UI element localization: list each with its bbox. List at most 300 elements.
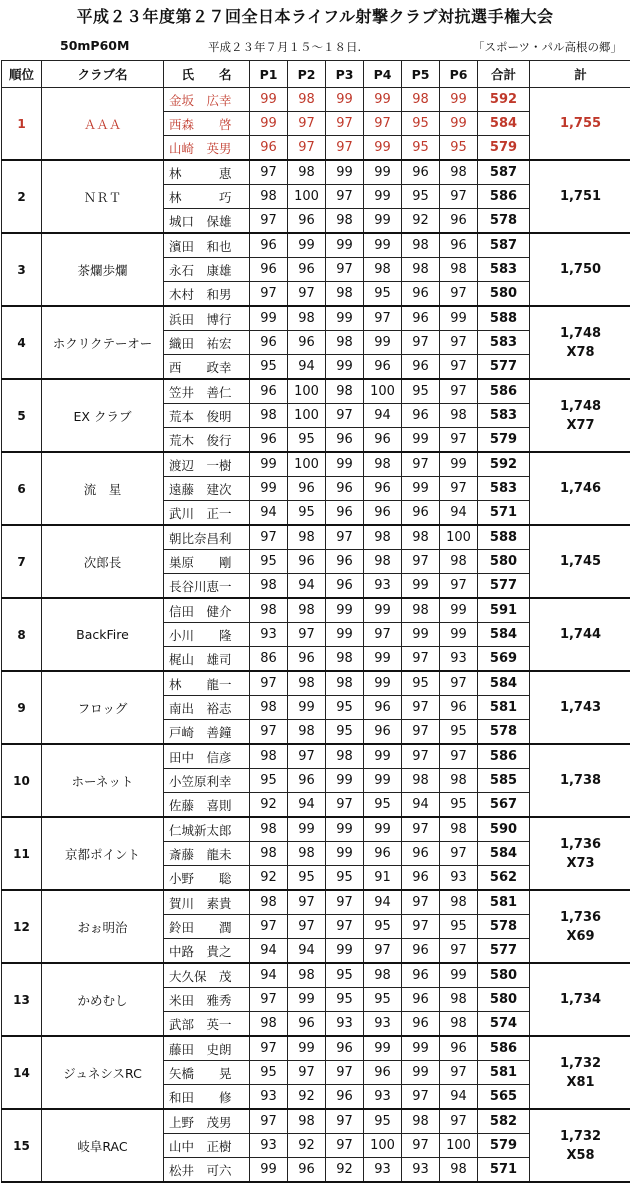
series-score-p3: 99 bbox=[326, 355, 364, 380]
shooter-total: 571 bbox=[478, 1158, 530, 1183]
shooter-name: 林 恵 bbox=[164, 160, 250, 185]
series-score-p5: 94 bbox=[402, 793, 440, 818]
shooter-total: 571 bbox=[478, 501, 530, 526]
series-score-p1: 93 bbox=[250, 1085, 288, 1110]
series-score-p2: 96 bbox=[288, 477, 326, 501]
shooter-total: 578 bbox=[478, 209, 530, 234]
series-score-p5: 96 bbox=[402, 306, 440, 331]
series-score-p4: 100 bbox=[364, 1134, 402, 1158]
shooter-total: 587 bbox=[478, 233, 530, 258]
shooter-total: 588 bbox=[478, 525, 530, 550]
event-date: 平成２３年７月１５～１８日. bbox=[208, 39, 361, 55]
series-score-p2: 97 bbox=[288, 282, 326, 307]
series-score-p5: 98 bbox=[402, 525, 440, 550]
series-score-p1: 97 bbox=[250, 915, 288, 939]
shooter-total: 590 bbox=[478, 817, 530, 842]
series-score-p6: 97 bbox=[440, 355, 478, 380]
event-label: 50mP60M bbox=[60, 38, 129, 53]
table-row bbox=[2, 452, 630, 477]
series-score-p4: 95 bbox=[364, 793, 402, 818]
series-score-p6: 93 bbox=[440, 866, 478, 891]
team-x-count: X73 bbox=[530, 854, 630, 873]
shooter-name: 信田 健介 bbox=[164, 598, 250, 623]
series-score-p5: 97 bbox=[402, 1085, 440, 1110]
team-total: 1,736 bbox=[530, 835, 630, 854]
column-header-total: 合計 bbox=[478, 61, 530, 88]
series-score-p4: 98 bbox=[364, 525, 402, 550]
series-score-p1: 99 bbox=[250, 1158, 288, 1183]
series-score-p1: 97 bbox=[250, 720, 288, 745]
shooter-name: 城口 保雄 bbox=[164, 209, 250, 234]
series-score-p4: 99 bbox=[364, 769, 402, 793]
series-score-p5: 97 bbox=[402, 720, 440, 745]
team-x-count: X58 bbox=[530, 1146, 630, 1165]
club-name: おぉ明治 bbox=[42, 890, 164, 963]
series-score-p6: 95 bbox=[440, 136, 478, 161]
team-total-cell bbox=[530, 160, 630, 233]
team-rank: 11 bbox=[2, 817, 42, 890]
shooter-name: 和田 修 bbox=[164, 1085, 250, 1110]
series-score-p5: 98 bbox=[402, 258, 440, 282]
shooter-total: 586 bbox=[478, 185, 530, 209]
column-header-p2: P2 bbox=[288, 61, 326, 88]
series-score-p5: 96 bbox=[402, 866, 440, 891]
team-rank: 13 bbox=[2, 963, 42, 1036]
series-score-p4: 97 bbox=[364, 939, 402, 964]
series-score-p4: 95 bbox=[364, 915, 402, 939]
series-score-p5: 96 bbox=[402, 160, 440, 185]
series-score-p1: 97 bbox=[250, 160, 288, 185]
series-score-p5: 96 bbox=[402, 1012, 440, 1037]
series-score-p6: 98 bbox=[440, 890, 478, 915]
series-score-p4: 96 bbox=[364, 1061, 402, 1085]
series-score-p4: 99 bbox=[364, 647, 402, 672]
shooter-name: 上野 茂男 bbox=[164, 1109, 250, 1134]
shooter-total: 578 bbox=[478, 720, 530, 745]
series-score-p4: 94 bbox=[364, 890, 402, 915]
series-score-p2: 95 bbox=[288, 428, 326, 453]
shooter-name: 武川 正一 bbox=[164, 501, 250, 526]
series-score-p2: 92 bbox=[288, 1085, 326, 1110]
series-score-p6: 94 bbox=[440, 1085, 478, 1110]
shooter-name: 浜田 博行 bbox=[164, 306, 250, 331]
event-info-row bbox=[0, 34, 630, 60]
column-header-team-total: 計 bbox=[530, 61, 630, 88]
series-score-p6: 99 bbox=[440, 452, 478, 477]
series-score-p3: 93 bbox=[326, 1012, 364, 1037]
series-score-p6: 98 bbox=[440, 258, 478, 282]
series-score-p2: 96 bbox=[288, 550, 326, 574]
series-score-p6: 97 bbox=[440, 574, 478, 599]
series-score-p1: 95 bbox=[250, 550, 288, 574]
column-header-name: 氏 名 bbox=[164, 61, 250, 88]
series-score-p4: 98 bbox=[364, 452, 402, 477]
series-score-p2: 98 bbox=[288, 1109, 326, 1134]
series-score-p1: 99 bbox=[250, 112, 288, 136]
series-score-p1: 99 bbox=[250, 452, 288, 477]
series-score-p6: 93 bbox=[440, 647, 478, 672]
series-score-p5: 92 bbox=[402, 209, 440, 234]
series-score-p2: 98 bbox=[288, 720, 326, 745]
series-score-p4: 99 bbox=[364, 185, 402, 209]
series-score-p2: 100 bbox=[288, 404, 326, 428]
table-row bbox=[2, 890, 630, 915]
series-score-p6: 97 bbox=[440, 939, 478, 964]
table-row bbox=[2, 963, 630, 988]
team-total: 1,748 bbox=[530, 324, 630, 343]
series-score-p5: 95 bbox=[402, 136, 440, 161]
series-score-p5: 96 bbox=[402, 282, 440, 307]
club-name: 岐阜RAC bbox=[42, 1109, 164, 1182]
shooter-name: 中路 貴之 bbox=[164, 939, 250, 964]
team-rank: 6 bbox=[2, 452, 42, 525]
shooter-name: 戸崎 善鐘 bbox=[164, 720, 250, 745]
shooter-total: 565 bbox=[478, 1085, 530, 1110]
series-score-p3: 99 bbox=[326, 623, 364, 647]
series-score-p5: 97 bbox=[402, 1134, 440, 1158]
series-score-p6: 97 bbox=[440, 671, 478, 696]
team-total-cell bbox=[530, 890, 630, 963]
shooter-total: 580 bbox=[478, 988, 530, 1012]
shooter-total: 577 bbox=[478, 355, 530, 380]
team-total: 1,746 bbox=[530, 479, 630, 498]
series-score-p2: 100 bbox=[288, 452, 326, 477]
series-score-p6: 96 bbox=[440, 209, 478, 234]
series-score-p6: 96 bbox=[440, 1036, 478, 1061]
shooter-total: 587 bbox=[478, 160, 530, 185]
series-score-p3: 98 bbox=[326, 379, 364, 404]
club-name: 次郎長 bbox=[42, 525, 164, 598]
series-score-p5: 97 bbox=[402, 890, 440, 915]
shooter-name: 小笠原利幸 bbox=[164, 769, 250, 793]
table-row bbox=[2, 306, 630, 331]
shooter-name: 南出 裕志 bbox=[164, 696, 250, 720]
shooter-name: 荒木 俊行 bbox=[164, 428, 250, 453]
series-score-p4: 93 bbox=[364, 1158, 402, 1183]
series-score-p3: 97 bbox=[326, 112, 364, 136]
shooter-name: 西森 啓 bbox=[164, 112, 250, 136]
shooter-name: 笠井 善仁 bbox=[164, 379, 250, 404]
shooter-name: 松井 可六 bbox=[164, 1158, 250, 1183]
series-score-p2: 98 bbox=[288, 306, 326, 331]
club-name: 茶爛歩爛 bbox=[42, 233, 164, 306]
series-score-p1: 98 bbox=[250, 842, 288, 866]
series-score-p2: 100 bbox=[288, 379, 326, 404]
series-score-p2: 95 bbox=[288, 501, 326, 526]
series-score-p3: 98 bbox=[326, 282, 364, 307]
series-score-p2: 99 bbox=[288, 696, 326, 720]
team-total-cell bbox=[530, 379, 630, 452]
team-total: 1,734 bbox=[530, 990, 630, 1009]
club-name: BackFire bbox=[42, 598, 164, 671]
shooter-total: 581 bbox=[478, 696, 530, 720]
club-name: 京都ポイント bbox=[42, 817, 164, 890]
series-score-p4: 96 bbox=[364, 477, 402, 501]
team-total-cell bbox=[530, 452, 630, 525]
series-score-p6: 96 bbox=[440, 233, 478, 258]
shooter-total: 577 bbox=[478, 939, 530, 964]
table-row bbox=[2, 744, 630, 769]
team-total: 1,755 bbox=[530, 114, 630, 133]
table-row bbox=[2, 1036, 630, 1061]
series-score-p4: 98 bbox=[364, 963, 402, 988]
column-header-p5: P5 bbox=[402, 61, 440, 88]
shooter-total: 579 bbox=[478, 428, 530, 453]
series-score-p6: 98 bbox=[440, 988, 478, 1012]
series-score-p4: 96 bbox=[364, 355, 402, 380]
series-score-p5: 99 bbox=[402, 574, 440, 599]
series-score-p3: 97 bbox=[326, 525, 364, 550]
series-score-p1: 96 bbox=[250, 233, 288, 258]
shooter-total: 583 bbox=[478, 258, 530, 282]
series-score-p3: 99 bbox=[326, 842, 364, 866]
series-score-p5: 95 bbox=[402, 379, 440, 404]
team-x-count: X69 bbox=[530, 927, 630, 946]
series-score-p1: 99 bbox=[250, 477, 288, 501]
club-name: 流 星 bbox=[42, 452, 164, 525]
team-rank: 5 bbox=[2, 379, 42, 452]
shooter-total: 583 bbox=[478, 477, 530, 501]
series-score-p6: 99 bbox=[440, 963, 478, 988]
shooter-total: 586 bbox=[478, 1036, 530, 1061]
team-rank: 1 bbox=[2, 88, 42, 161]
series-score-p4: 93 bbox=[364, 1085, 402, 1110]
series-score-p3: 97 bbox=[326, 890, 364, 915]
team-total-cell bbox=[530, 233, 630, 306]
series-score-p6: 97 bbox=[440, 477, 478, 501]
series-score-p5: 97 bbox=[402, 647, 440, 672]
series-score-p3: 99 bbox=[326, 233, 364, 258]
series-score-p6: 100 bbox=[440, 1134, 478, 1158]
series-score-p2: 98 bbox=[288, 842, 326, 866]
series-score-p5: 97 bbox=[402, 817, 440, 842]
series-score-p6: 98 bbox=[440, 1012, 478, 1037]
series-score-p3: 97 bbox=[326, 793, 364, 818]
series-score-p3: 96 bbox=[326, 550, 364, 574]
series-score-p6: 100 bbox=[440, 525, 478, 550]
series-score-p4: 95 bbox=[364, 1109, 402, 1134]
series-score-p1: 98 bbox=[250, 696, 288, 720]
series-score-p3: 97 bbox=[326, 1134, 364, 1158]
series-score-p2: 96 bbox=[288, 647, 326, 672]
series-score-p2: 97 bbox=[288, 915, 326, 939]
series-score-p2: 97 bbox=[288, 1061, 326, 1085]
shooter-total: 583 bbox=[478, 404, 530, 428]
club-name: ＡＡＡ bbox=[42, 88, 164, 161]
series-score-p2: 96 bbox=[288, 258, 326, 282]
column-header-p3: P3 bbox=[326, 61, 364, 88]
team-total-cell bbox=[530, 671, 630, 744]
shooter-total: 591 bbox=[478, 598, 530, 623]
series-score-p4: 93 bbox=[364, 574, 402, 599]
series-score-p2: 96 bbox=[288, 769, 326, 793]
table-row bbox=[2, 88, 630, 112]
series-score-p4: 99 bbox=[364, 209, 402, 234]
series-score-p5: 99 bbox=[402, 477, 440, 501]
series-score-p3: 97 bbox=[326, 258, 364, 282]
shooter-total: 586 bbox=[478, 744, 530, 769]
series-score-p4: 99 bbox=[364, 136, 402, 161]
series-score-p2: 94 bbox=[288, 574, 326, 599]
series-score-p1: 95 bbox=[250, 769, 288, 793]
series-score-p6: 95 bbox=[440, 793, 478, 818]
series-score-p2: 94 bbox=[288, 355, 326, 380]
shooter-name: 山中 正樹 bbox=[164, 1134, 250, 1158]
club-name: ホーネット bbox=[42, 744, 164, 817]
page-title: 平成２３年度第２７回全日本ライフル射撃クラブ対抗選手権大会 bbox=[0, 0, 630, 34]
club-name: かめむし bbox=[42, 963, 164, 1036]
series-score-p2: 94 bbox=[288, 793, 326, 818]
series-score-p3: 92 bbox=[326, 1158, 364, 1183]
series-score-p5: 96 bbox=[402, 963, 440, 988]
team-total-cell bbox=[530, 88, 630, 161]
shooter-name: 濱田 和也 bbox=[164, 233, 250, 258]
series-score-p5: 99 bbox=[402, 428, 440, 453]
shooter-total: 574 bbox=[478, 1012, 530, 1037]
shooter-name: 武部 英一 bbox=[164, 1012, 250, 1037]
series-score-p3: 99 bbox=[326, 598, 364, 623]
series-score-p1: 99 bbox=[250, 306, 288, 331]
shooter-name: 遠藤 建次 bbox=[164, 477, 250, 501]
series-score-p4: 91 bbox=[364, 866, 402, 891]
series-score-p2: 97 bbox=[288, 890, 326, 915]
series-score-p4: 99 bbox=[364, 817, 402, 842]
series-score-p5: 97 bbox=[402, 550, 440, 574]
series-score-p2: 99 bbox=[288, 233, 326, 258]
series-score-p1: 96 bbox=[250, 331, 288, 355]
series-score-p4: 98 bbox=[364, 258, 402, 282]
series-score-p5: 99 bbox=[402, 1036, 440, 1061]
series-score-p3: 97 bbox=[326, 915, 364, 939]
series-score-p6: 98 bbox=[440, 160, 478, 185]
series-score-p3: 95 bbox=[326, 988, 364, 1012]
series-score-p5: 95 bbox=[402, 112, 440, 136]
series-score-p3: 97 bbox=[326, 1061, 364, 1085]
shooter-name: 斎藤 龍未 bbox=[164, 842, 250, 866]
shooter-name: 織田 祐宏 bbox=[164, 331, 250, 355]
series-score-p5: 95 bbox=[402, 671, 440, 696]
series-score-p2: 99 bbox=[288, 817, 326, 842]
shooter-name: 矢橋 晃 bbox=[164, 1061, 250, 1085]
team-rank: 2 bbox=[2, 160, 42, 233]
series-score-p1: 97 bbox=[250, 1036, 288, 1061]
series-score-p3: 96 bbox=[326, 501, 364, 526]
series-score-p4: 97 bbox=[364, 623, 402, 647]
series-score-p6: 97 bbox=[440, 1061, 478, 1085]
shooter-name: 小川 隆 bbox=[164, 623, 250, 647]
series-score-p5: 96 bbox=[402, 501, 440, 526]
series-score-p6: 98 bbox=[440, 1158, 478, 1183]
shooter-total: 580 bbox=[478, 550, 530, 574]
series-score-p1: 98 bbox=[250, 404, 288, 428]
series-score-p4: 98 bbox=[364, 550, 402, 574]
column-header-p1: P1 bbox=[250, 61, 288, 88]
series-score-p1: 93 bbox=[250, 623, 288, 647]
series-score-p6: 94 bbox=[440, 501, 478, 526]
series-score-p1: 96 bbox=[250, 379, 288, 404]
series-score-p2: 96 bbox=[288, 1158, 326, 1183]
series-score-p2: 99 bbox=[288, 1036, 326, 1061]
series-score-p6: 97 bbox=[440, 428, 478, 453]
team-total-cell bbox=[530, 963, 630, 1036]
series-score-p4: 95 bbox=[364, 988, 402, 1012]
series-score-p1: 98 bbox=[250, 598, 288, 623]
shooter-total: 592 bbox=[478, 452, 530, 477]
series-score-p5: 97 bbox=[402, 915, 440, 939]
team-total-cell bbox=[530, 817, 630, 890]
series-score-p4: 96 bbox=[364, 428, 402, 453]
series-score-p3: 99 bbox=[326, 160, 364, 185]
team-total: 1,732 bbox=[530, 1127, 630, 1146]
series-score-p3: 95 bbox=[326, 696, 364, 720]
series-score-p3: 98 bbox=[326, 647, 364, 672]
shooter-name: 林 巧 bbox=[164, 185, 250, 209]
shooter-total: 586 bbox=[478, 379, 530, 404]
column-header-p4: P4 bbox=[364, 61, 402, 88]
series-score-p3: 96 bbox=[326, 574, 364, 599]
series-score-p6: 97 bbox=[440, 282, 478, 307]
series-score-p2: 98 bbox=[288, 598, 326, 623]
shooter-total: 584 bbox=[478, 842, 530, 866]
series-score-p3: 97 bbox=[326, 185, 364, 209]
shooter-name: 長谷川恵一 bbox=[164, 574, 250, 599]
series-score-p6: 98 bbox=[440, 550, 478, 574]
club-name: ＮＲＴ bbox=[42, 160, 164, 233]
table-row bbox=[2, 379, 630, 404]
series-score-p2: 96 bbox=[288, 331, 326, 355]
team-total: 1,751 bbox=[530, 187, 630, 206]
series-score-p3: 99 bbox=[326, 452, 364, 477]
series-score-p2: 92 bbox=[288, 1134, 326, 1158]
series-score-p1: 98 bbox=[250, 890, 288, 915]
series-score-p5: 98 bbox=[402, 88, 440, 112]
team-total: 1,736 bbox=[530, 908, 630, 927]
shooter-name: 小野 聡 bbox=[164, 866, 250, 891]
series-score-p1: 95 bbox=[250, 355, 288, 380]
series-score-p3: 98 bbox=[326, 331, 364, 355]
shooter-name: 大久保 茂 bbox=[164, 963, 250, 988]
series-score-p2: 98 bbox=[288, 963, 326, 988]
event-venue: 「スポーツ・パル高根の郷」 bbox=[473, 39, 622, 55]
series-score-p5: 96 bbox=[402, 355, 440, 380]
shooter-total: 592 bbox=[478, 88, 530, 112]
series-score-p3: 96 bbox=[326, 1085, 364, 1110]
series-score-p2: 97 bbox=[288, 112, 326, 136]
series-score-p5: 98 bbox=[402, 769, 440, 793]
series-score-p1: 94 bbox=[250, 501, 288, 526]
shooter-total: 569 bbox=[478, 647, 530, 672]
series-score-p6: 97 bbox=[440, 331, 478, 355]
shooter-name: 永石 康雄 bbox=[164, 258, 250, 282]
series-score-p5: 97 bbox=[402, 696, 440, 720]
shooter-name: 藤田 史朗 bbox=[164, 1036, 250, 1061]
shooter-total: 579 bbox=[478, 1134, 530, 1158]
series-score-p5: 99 bbox=[402, 623, 440, 647]
team-x-count: X81 bbox=[530, 1073, 630, 1092]
series-score-p4: 96 bbox=[364, 720, 402, 745]
team-total-cell bbox=[530, 598, 630, 671]
series-score-p6: 96 bbox=[440, 696, 478, 720]
shooter-name: 米田 雅秀 bbox=[164, 988, 250, 1012]
team-total: 1,743 bbox=[530, 698, 630, 717]
series-score-p4: 99 bbox=[364, 88, 402, 112]
series-score-p3: 95 bbox=[326, 866, 364, 891]
series-score-p6: 98 bbox=[440, 817, 478, 842]
series-score-p1: 98 bbox=[250, 744, 288, 769]
team-rank: 10 bbox=[2, 744, 42, 817]
shooter-total: 581 bbox=[478, 890, 530, 915]
table-row bbox=[2, 598, 630, 623]
